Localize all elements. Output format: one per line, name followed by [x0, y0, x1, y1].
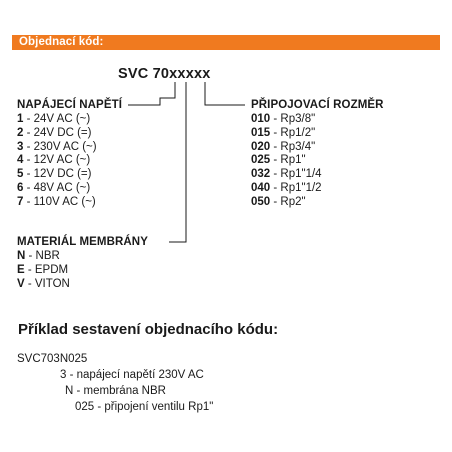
list-item: 5 - 12V DC (=) [17, 168, 92, 181]
example-line: N - membrána NBR [65, 385, 166, 397]
list-item: 032 - Rp1"1/4 [251, 168, 322, 181]
list-item: N - NBR [17, 250, 60, 262]
voltage-heading: NAPÁJECÍ NAPĚTÍ [17, 99, 123, 111]
connection-heading: PŘIPOJOVACÍ ROZMĚR [251, 99, 384, 111]
list-item: 2 - 24V DC (=) [17, 126, 92, 139]
order-code: SVC 70xxxxx [118, 66, 211, 82]
list-item: 020 - Rp3/4" [251, 140, 316, 153]
example-line: 3 - napájecí napětí 230V AC [60, 369, 204, 381]
connector-membrane [169, 82, 186, 242]
list-item: 6 - 48V AC (~) [17, 181, 91, 194]
example-code: SVC703N025 [17, 353, 88, 365]
list-item: V - VITON [17, 277, 70, 290]
example-title: Příklad sestavení objednacího kódu: [18, 321, 279, 338]
membrane-list [17, 250, 70, 291]
list-item: 4 - 12V AC (~) [17, 154, 91, 167]
connector-connection [205, 82, 245, 105]
header-title: Objednací kód: [19, 36, 104, 48]
voltage-list [17, 113, 97, 210]
list-item: 7 - 110V AC (~) [17, 195, 96, 208]
list-item: 025 - Rp1" [251, 154, 306, 167]
list-item: 3 - 230V AC (~) [17, 140, 97, 153]
example-line: 025 - připojení ventilu Rp1" [75, 401, 214, 413]
list-item: 040 - Rp1"1/2 [251, 181, 322, 194]
list-item: 015 - Rp1/2" [251, 126, 316, 139]
connector-voltage [128, 82, 175, 105]
list-item: E - EPDM [17, 263, 69, 276]
membrane-heading: MATERIÁL MEMBRÁNY [17, 236, 148, 248]
list-item: 050 - Rp2" [251, 195, 306, 208]
list-item: 010 - Rp3/8" [251, 113, 316, 125]
connection-list [251, 113, 322, 210]
list-item: 1 - 24V AC (~) [17, 113, 91, 125]
